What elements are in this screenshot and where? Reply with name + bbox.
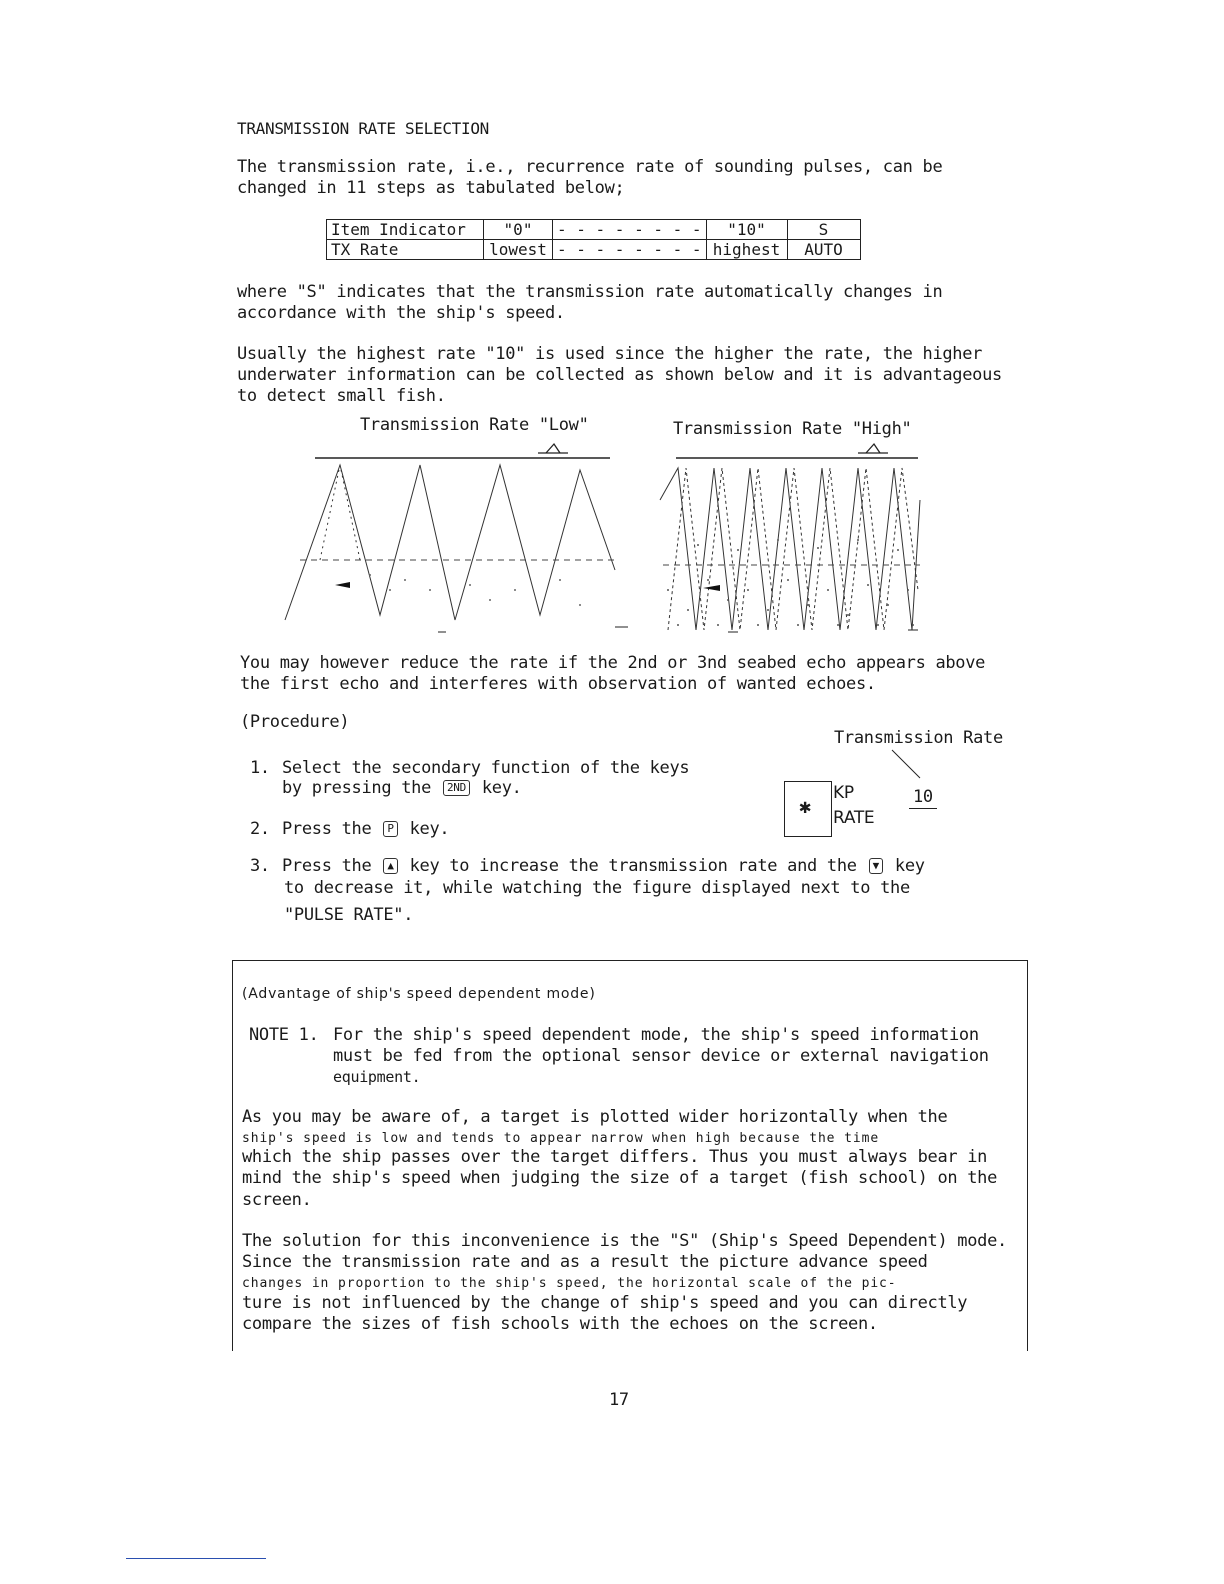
usually-line-1: Usually the highest rate "10" is used since the higher the rate, the higher [237,344,983,364]
low-rate-label: Transmission Rate "Low" [360,415,589,435]
s-explanation-line-2: accordance with the ship's speed. [237,303,565,323]
step-1-text: by pressing the [282,778,432,798]
step-1-text-end: key. [481,778,522,798]
2nd-key[interactable]: 2ND [443,780,470,796]
table-cell: TX Rate [327,240,484,260]
panel-rate-value: 10 [909,787,937,809]
table-row [327,220,861,240]
pointer-line [890,748,930,788]
step-3-text-end: key [894,856,925,876]
transmission-rate-table [326,219,861,260]
para2-line-2: Since the transmission rate and as a result the picture advance speed [242,1252,928,1272]
table-cell: highest [706,240,787,260]
step-2-number: 2. [250,819,270,839]
para1-line-1: As you may be aware of, a target is plotted wider horizontally when the [242,1107,948,1127]
para1-line-3: which the ship passes over the target differs. Thus you must always bear in [242,1147,988,1167]
however-line-2: the first echo and interferes with observation of wanted echoes. [240,674,876,694]
step-1-number: 1. [250,758,270,778]
step-3-line-2: to decrease it, while watching the figure displayed next to the [284,878,910,898]
note-title: (Advantage of ship's speed dependent mode) [242,986,596,1002]
para2-line-1: The solution for this inconvenience is the "S" (Ship's Speed Dependent) mode. [242,1231,1007,1251]
table-cell: "10" [706,220,787,240]
table-cell: lowest [484,240,553,260]
step-2-line [282,819,449,840]
para2-line-5: compare the sizes of fish schools with the echoes on the screen. [242,1314,878,1334]
panel-kp-label: KP [833,783,854,803]
page-number: 17 [609,1390,629,1410]
low-rate-diagram [280,440,640,640]
section-heading: TRANSMISSION RATE SELECTION [237,119,489,138]
table-cell: S [787,220,860,240]
usually-line-3: to detect small fish. [237,386,446,406]
ship-icon [858,444,888,453]
step-2-text: Press the [282,819,372,839]
step-3-line-1 [282,856,925,877]
procedure-title: (Procedure) [240,712,350,732]
s-explanation-line-1: where "S" indicates that the transmission rate automatically changes in [237,282,943,302]
note-line-1: For the ship's speed dependent mode, the ship's speed information [333,1025,979,1045]
table-cell: - - - - - - - - [553,240,707,260]
step-3-line-3: "PULSE RATE". [284,905,414,925]
para1-line-2: ship's speed is low and tends to appear narrow when high because the time [242,1131,880,1146]
table-row [327,240,861,260]
however-line-1: You may however reduce the rate if the 2nd or 3nd seabed echo appears above [240,653,986,673]
intro-line-2: changed in 11 steps as tabulated below; [237,178,625,198]
table-cell: AUTO [787,240,860,260]
footer-rule [126,1558,266,1559]
intro-line-1: The transmission rate, i.e., recurrence rate of sounding pulses, can be [237,157,943,177]
step-3-number: 3. [250,856,270,876]
para2-line-4: ture is not influenced by the change of ship's speed and you can directly [242,1293,968,1313]
step-3-text: Press the [282,856,372,876]
fish-icon [335,582,350,588]
para2-line-3: changes in proportion to the ship's speed, the horizontal scale of the pic- [242,1276,897,1291]
table-cell: - - - - - - - - [553,220,707,240]
star-icon: ✱ [799,794,811,818]
step-3-text-mid: key to increase the transmission rate and the [409,856,857,876]
step-1-line-2 [282,778,522,799]
panel-rate-label: RATE [833,808,875,828]
para1-line-5: screen. [242,1190,312,1210]
table-cell: Item Indicator [327,220,484,240]
panel-caption: Transmission Rate [834,728,1003,748]
fish-icon [703,585,720,591]
note-line-3: equipment. [333,1068,421,1086]
step-1-line-1: Select the secondary function of the keys [282,758,690,778]
high-rate-label: Transmission Rate "High" [673,419,912,439]
note-line-2: must be fed from the optional sensor device or external navigation [333,1046,989,1066]
ship-icon [538,444,568,453]
note-label: NOTE 1. [249,1025,319,1045]
table-cell: "0" [484,220,553,240]
down-arrow-key[interactable]: ▼ [869,858,883,874]
pulse-rate-key[interactable]: P [383,821,397,837]
high-rate-diagram [648,440,928,640]
usually-line-2: underwater information can be collected as shown below and it is advantageous [237,365,1002,385]
para1-line-4: mind the ship's speed when judging the size of a target (fish school) on the [242,1168,998,1188]
step-2-text-end: key. [409,819,450,839]
up-arrow-key[interactable]: ▲ [383,858,397,874]
